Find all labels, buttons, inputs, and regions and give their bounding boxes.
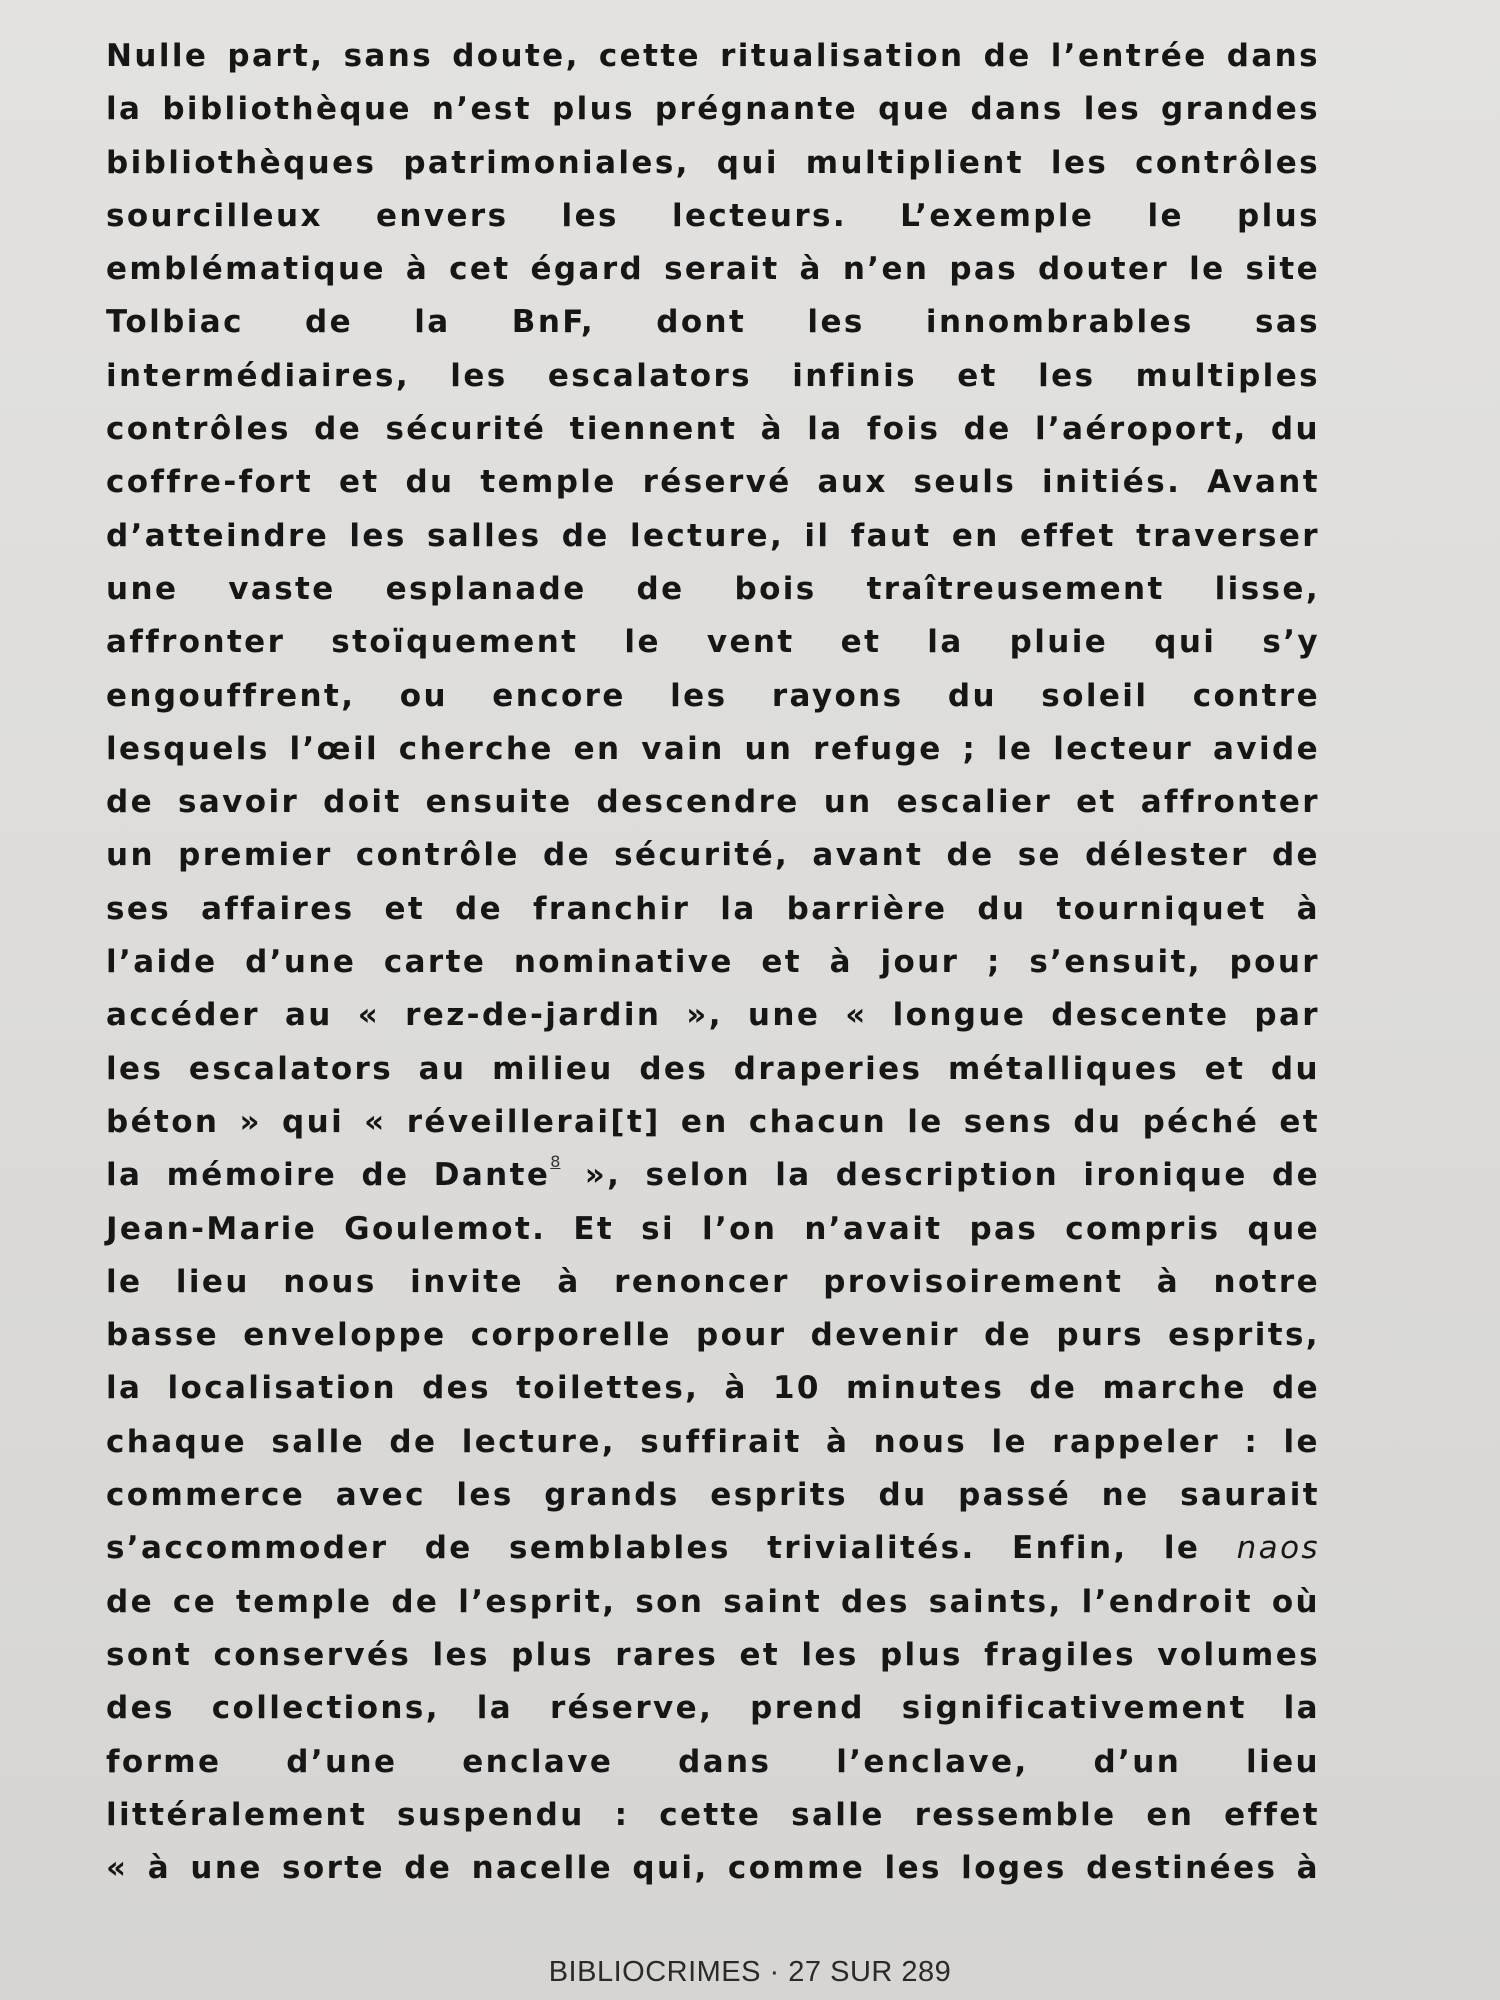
text-line: les escalators au milieu des draperies métalliques et du [106,1050,1320,1087]
text-line: de ce temple de l’esprit, son saint des saints, l’endroit où [106,1583,1320,1620]
text-line: forme d’une enclave dans l’enclave, d’un lieu [106,1743,1320,1780]
text-line: intermédiaires, les escalators infinis et les multiples [106,357,1320,394]
text-segment: la mémoire de Dante [106,1157,551,1194]
text-segment: s’accommoder de semblables trivialités. Enfin, le [106,1530,1237,1567]
text-line: littéralement suspendu : cette salle ressemble en effet [106,1796,1320,1833]
page-indicator: 27 SUR 289 [788,1956,952,1988]
text-line: des collections, la réserve, prend significativement la [106,1690,1320,1727]
text-line: béton » qui « réveillerai[t] en chacun le sens du péché et [106,1103,1320,1140]
text-line: la bibliothèque n’est plus prégnante que dans les grandes [106,91,1320,128]
text-line: Jean-Marie Goulemot. Et si l’on n’avait pas compris que [106,1210,1320,1247]
text-line: commerce avec les grands esprits du passé ne saurait [106,1477,1320,1514]
text-line-with-italic [106,1522,1320,1575]
text-line: bibliothèques patrimoniales, qui multiplient les contrôles [106,144,1320,181]
text-line: une vaste esplanade de bois traîtreusement lisse, [106,570,1320,607]
text-line: ses affaires et de franchir la barrière du tourniquet à [106,890,1320,927]
page-footer [0,1952,1500,1992]
text-line: un premier contrôle de sécurité, avant de se délester de [106,837,1320,874]
text-line: affronter stoïquement le vent et la pluie qui s’y [106,624,1320,661]
text-segment: », selon la description ironique de [560,1157,1321,1194]
book-title: BIBLIOCRIMES [548,1956,761,1988]
text-line: d’atteindre les salles de lecture, il faut en effet traverser [106,517,1320,554]
text-line: Nulle part, sans doute, cette ritualisation de l’entrée dans [106,38,1320,74]
text-line: lesquels l’œil cherche en vain un refuge ; le lecteur avide [106,730,1320,767]
text-line: l’aide d’une carte nominative et à jour ; s’ensuit, pour [106,944,1320,981]
text-line: sourcilleux envers les lecteurs. L’exemple le plus [106,197,1320,234]
text-line: emblématique à cet égard serait à n’en pas douter le site [106,251,1320,288]
footer-separator: · [761,1956,789,1988]
text-line: contrôles de sécurité tiennent à la fois de l’aéroport, du [106,411,1320,448]
text-line: chaque salle de lecture, suffirait à nous le rappeler : le [106,1423,1320,1460]
italic-term: naos [1236,1530,1320,1567]
text-line: accéder au « rez-de-jardin », une « longue descente par [106,997,1320,1034]
text-line: la localisation des toilettes, à 10 minutes de marche de [106,1370,1320,1407]
footnote-link[interactable]: 8 [550,1152,561,1172]
text-line: Tolbiac de la BnF, dont les innombrables sas [106,304,1320,341]
text-line: coffre-fort et du temple réservé aux seuls initiés. Avant [106,464,1320,501]
text-line: « à une sorte de nacelle qui, comme les loges destinées à [106,1850,1320,1887]
text-line: basse enveloppe corporelle pour devenir de purs esprits, [106,1317,1320,1354]
text-line: engouffrent, ou encore les rayons du soleil contre [106,677,1320,714]
body-text [106,30,1320,1895]
text-line-with-footnote [106,1149,1320,1202]
text-line: de savoir doit ensuite descendre un escalier et affronter [106,784,1320,821]
text-line: le lieu nous invite à renoncer provisoirement à notre [106,1263,1320,1300]
text-line: sont conservés les plus rares et les plus fragiles volumes [106,1636,1320,1673]
